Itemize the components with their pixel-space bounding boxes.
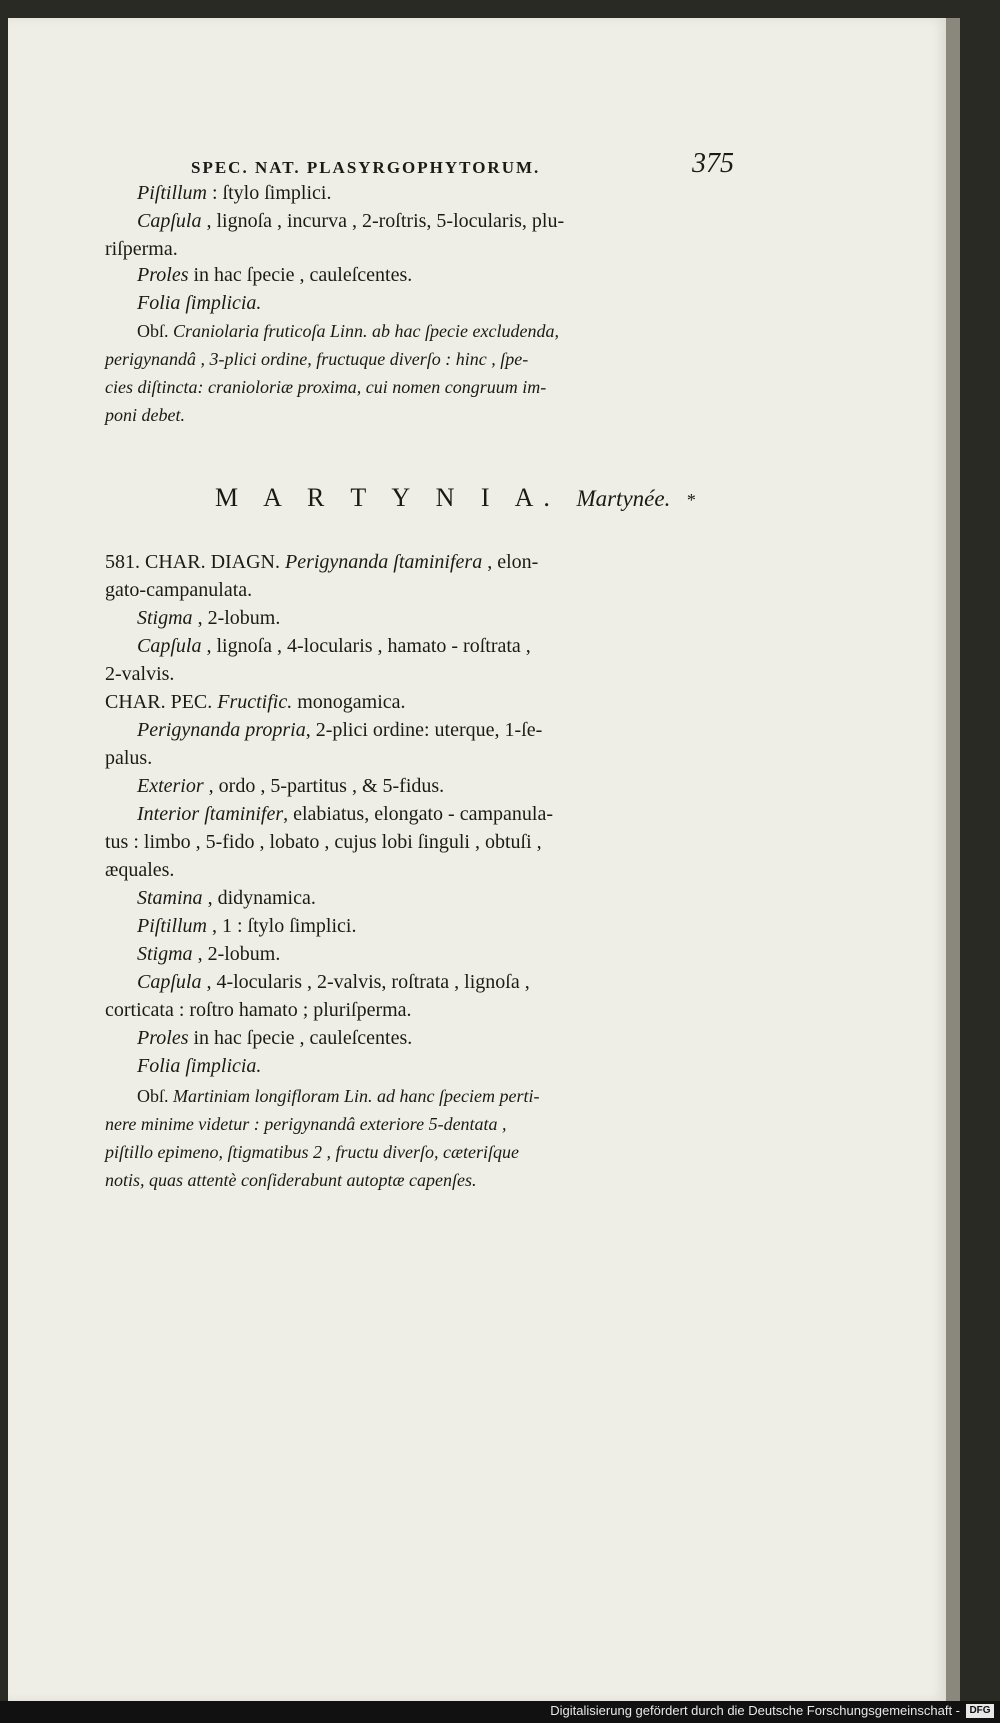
page-number: 375 (692, 148, 734, 179)
text-line (137, 913, 837, 940)
text-line (105, 549, 805, 576)
text-line (105, 374, 805, 401)
line-segment: Capſula (137, 635, 202, 657)
dfg-logo: DFG (966, 1704, 994, 1718)
line-segment: notis, quas attentè conſiderabunt autoptæ capenſes. (105, 1170, 477, 1190)
line-segment: Fructific. (217, 691, 293, 713)
text-line (137, 318, 837, 345)
line-segment: 2-valvis. (105, 663, 175, 685)
line-segment: Exterior (137, 775, 204, 797)
line-segment: æquales. (105, 859, 175, 881)
line-segment: , 2-lobum. (192, 943, 281, 965)
footer-text: Digitalisierung gefördert durch die Deutsche Forschungsgemeinschaft - (550, 1703, 960, 1718)
text-line (105, 857, 805, 884)
line-segment: Martiniam longifloram Lin. ad hanc ſpeciem perti- (173, 1086, 540, 1106)
text-line (137, 1083, 837, 1110)
line-segment: , elabiatus, elongato - campanula- (283, 803, 554, 825)
section-title (215, 483, 696, 513)
line-segment: Folia ſimplicia. (137, 292, 262, 314)
text-line (105, 745, 805, 772)
line-segment: : ſtylo ſimplici. (207, 182, 332, 204)
line-segment: Proles (137, 1027, 189, 1049)
line-segment: , 2-lobum. (192, 607, 281, 629)
genus-mark: * (686, 490, 696, 510)
line-segment: , lignoſa , incurva , 2-roſtris, 5-locularis, plu- (201, 210, 565, 232)
line-segment: poni debet. (105, 405, 185, 425)
text-line (105, 1111, 805, 1138)
text-line (105, 1167, 805, 1194)
line-segment: riſperma. (105, 238, 178, 260)
text-line (105, 346, 805, 373)
line-segment: monogamica. (292, 691, 406, 713)
line-segment: , 1 : ſtylo ſimplici. (207, 915, 357, 937)
line-segment: Capſula (137, 971, 202, 993)
text-line (137, 773, 837, 800)
line-segment: Craniolaria fruticoſa Linn. ab hac ſpecie excludenda, (173, 321, 559, 341)
genus-french: Martynée. (576, 486, 671, 511)
line-segment: , elon- (482, 551, 539, 573)
line-segment: nere minime videtur : perigynandâ exteriore 5-dentata , (105, 1114, 507, 1134)
text-line (137, 208, 837, 235)
line-segment: Capſula (137, 210, 202, 232)
line-segment: Folia ſimplicia. (137, 1055, 262, 1077)
line-segment: Perigynanda ſtaminifera (285, 551, 483, 573)
line-segment: , ordo , 5-partitus , & 5-fidus. (203, 775, 445, 797)
text-line (105, 997, 805, 1024)
line-segment: Piſtillum (137, 182, 207, 204)
text-line (137, 885, 837, 912)
line-segment: Piſtillum (137, 915, 207, 937)
text-line (137, 717, 837, 744)
line-segment: piſtillo epimeno, ſtigmatibus 2 , fructu diverſo, cæteriſque (105, 1142, 519, 1162)
text-line (105, 661, 805, 688)
text-line (105, 577, 805, 604)
text-line (137, 180, 837, 207)
line-segment: Stamina (137, 887, 203, 909)
line-segment: perigynandâ , 3-plici ordine, fructuque diverſo : hinc , ſpe- (105, 349, 529, 369)
text-line (105, 689, 805, 716)
line-segment: cies diſtincta: cranioloriæ proxima, cui nomen congruum im- (105, 377, 547, 397)
line-segment: in hac ſpecie , cauleſcentes. (188, 264, 413, 286)
text-line (137, 1025, 837, 1052)
line-segment: , lignoſa , 4-locularis , hamato - roſtrata , (201, 635, 531, 657)
line-segment: tus : limbo , 5-fido , lobato , cujus lobi ſinguli , obtuſi , (105, 831, 542, 853)
running-title: SPEC. NAT. PLASYRGOPHYTORUM. (191, 158, 541, 177)
text-line (137, 969, 837, 996)
line-segment: , didynamica. (202, 887, 316, 909)
text-line (105, 402, 805, 429)
line-segment: , 4-locularis , 2-valvis, roſtrata , lignoſa , (201, 971, 530, 993)
genus-name: M A R T Y N I A. (215, 483, 560, 512)
line-segment: palus. (105, 747, 153, 769)
line-segment: Obſ. (137, 1086, 173, 1106)
line-segment: , 2-plici ordine: uterque, 1-ſe- (305, 719, 543, 741)
text-line (137, 290, 837, 317)
text-line (137, 801, 837, 828)
line-segment: Stigma (137, 943, 193, 965)
line-segment: Proles (137, 264, 189, 286)
line-segment: Perigynanda propria (137, 719, 306, 741)
text-line (137, 605, 837, 632)
text-line (137, 262, 837, 289)
line-segment: in hac ſpecie , cauleſcentes. (188, 1027, 413, 1049)
page-edge (946, 18, 960, 1701)
text-line (137, 633, 837, 660)
line-segment: CHAR. PEC. (105, 691, 218, 713)
text-line (105, 829, 805, 856)
line-segment: Obſ. (137, 321, 173, 341)
line-segment: 581. CHAR. DIAGN. (105, 551, 285, 573)
line-segment: corticata : roſtro hamato ; pluriſperma. (105, 999, 412, 1021)
text-line (137, 1053, 837, 1080)
text-line (105, 236, 805, 263)
text-line (137, 941, 837, 968)
line-segment: Stigma (137, 607, 193, 629)
line-segment: Interior ſtaminifer (137, 803, 284, 825)
line-segment: gato-campanulata. (105, 579, 253, 601)
text-line (105, 1139, 805, 1166)
